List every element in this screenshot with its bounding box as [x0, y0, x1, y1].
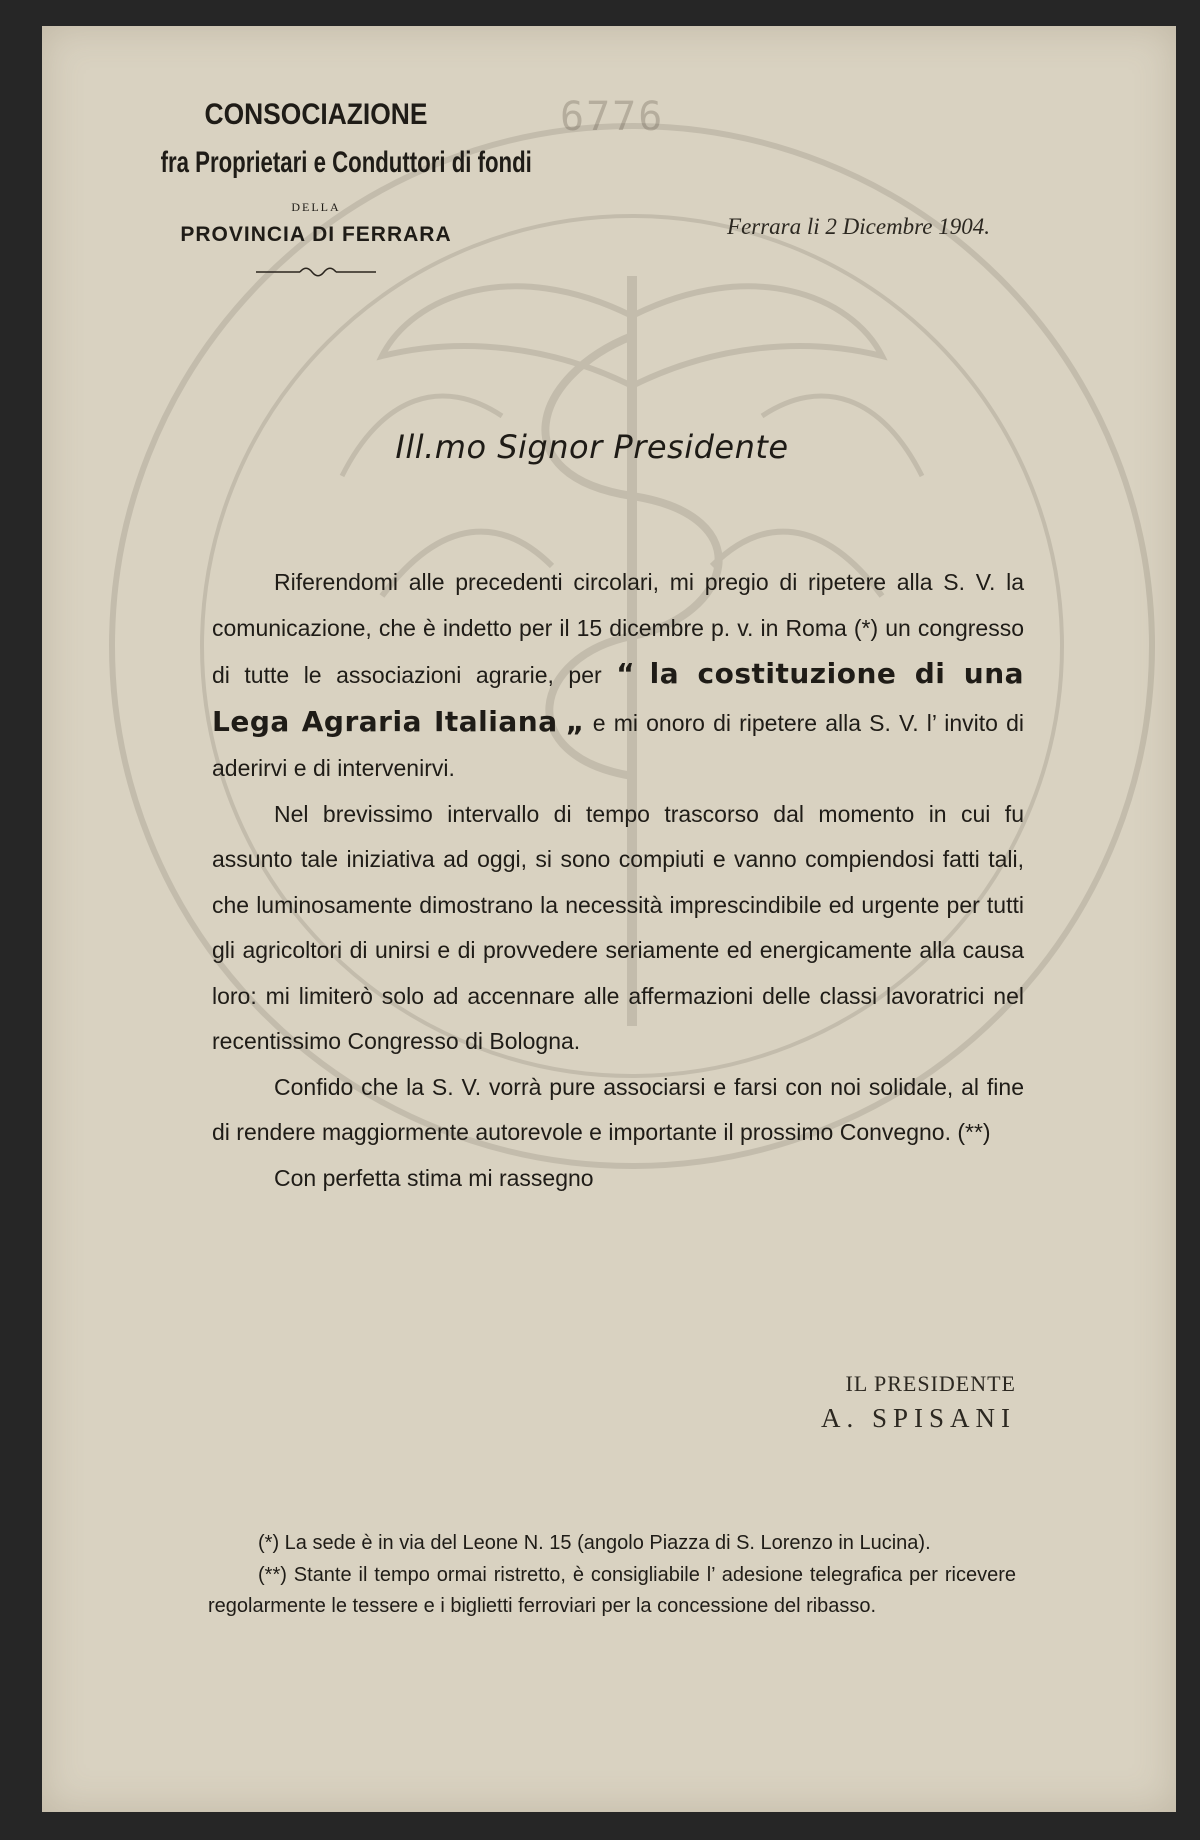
- letterhead: [106, 98, 532, 279]
- quote-open-mark: “: [616, 657, 636, 690]
- letter-date: Ferrara li 2 Dicembre 1904.: [727, 214, 990, 239]
- org-name-line2: fra Proprietari e Conduttori di fondi: [160, 146, 532, 179]
- letter-body: [212, 560, 1024, 1201]
- emphasized-title: la costituzione di una Lega Agraria Italiana: [212, 657, 1025, 738]
- paragraph-1: [212, 560, 1024, 792]
- document-sheet: [42, 26, 1176, 1812]
- archive-stamp-number: 6776: [560, 94, 665, 140]
- org-name-line4: PROVINCIA DI FERRARA: [180, 223, 452, 246]
- org-name-line1: CONSOCIAZIONE: [204, 98, 428, 131]
- paragraph-3: Confido che la S. V. vorrà pure associarsi e farsi con noi solidale, al fine di rendere maggiormente autorevole e importante il prossimo Convegno. (**): [212, 1073, 1024, 1145]
- quote-close-mark: „: [565, 704, 585, 738]
- org-name-line3: DELLA: [291, 200, 341, 214]
- footnotes: [208, 1528, 1016, 1623]
- signature-block: [692, 1371, 1016, 1434]
- paragraph-1-start: Riferendomi alle precedenti circolari, mi pregio di ripetere alla S. V. la comunicazione, che è indetto per il 15 dicembre p. v. in Roma (*) un congresso di tutte le associazioni agrarie, per: [212, 569, 1024, 688]
- signatory-title: IL PRESIDENTE: [845, 1371, 1016, 1396]
- footnote-1: (*) La sede è in via del Leone N. 15 (angolo Piazza di S. Lorenzo in Lucina).: [258, 1532, 931, 1554]
- closing-line: Con perfetta stima mi rassegno: [274, 1164, 594, 1191]
- signatory-name: A. SPISANI: [820, 1403, 1016, 1433]
- footnote-2: (**) Stante il tempo ormai ristretto, è consigliabile l’ adesione telegrafica per ricevere regolarmente le tessere e i biglietti ferroviari per la concessione del ribasso.: [208, 1563, 1016, 1617]
- paragraph-2: Nel brevissimo intervallo di tempo trascorso dal momento in cui fu assunto tale iniziativa ad oggi, si sono compiuti e vanno compiendosi fatti tali, che luminosamente dimostrano la necessità imprescindibile ed urgente per tutti gli agricoltori di unirsi e di provvedere seriamente ed energicamente alla causa loro: mi limiterò solo ad accennare alle affermazioni delle classi lavoratrici nel recentissimo Congresso di Bologna.: [212, 800, 1024, 1054]
- salutation: Ill.mo Signor Presidente: [395, 428, 789, 466]
- paragraph-1-end: e mi onoro di ripetere alla S. V. l’ invito di aderirvi e di intervenirvi.: [212, 709, 1025, 781]
- ornament-divider-icon: [256, 265, 376, 279]
